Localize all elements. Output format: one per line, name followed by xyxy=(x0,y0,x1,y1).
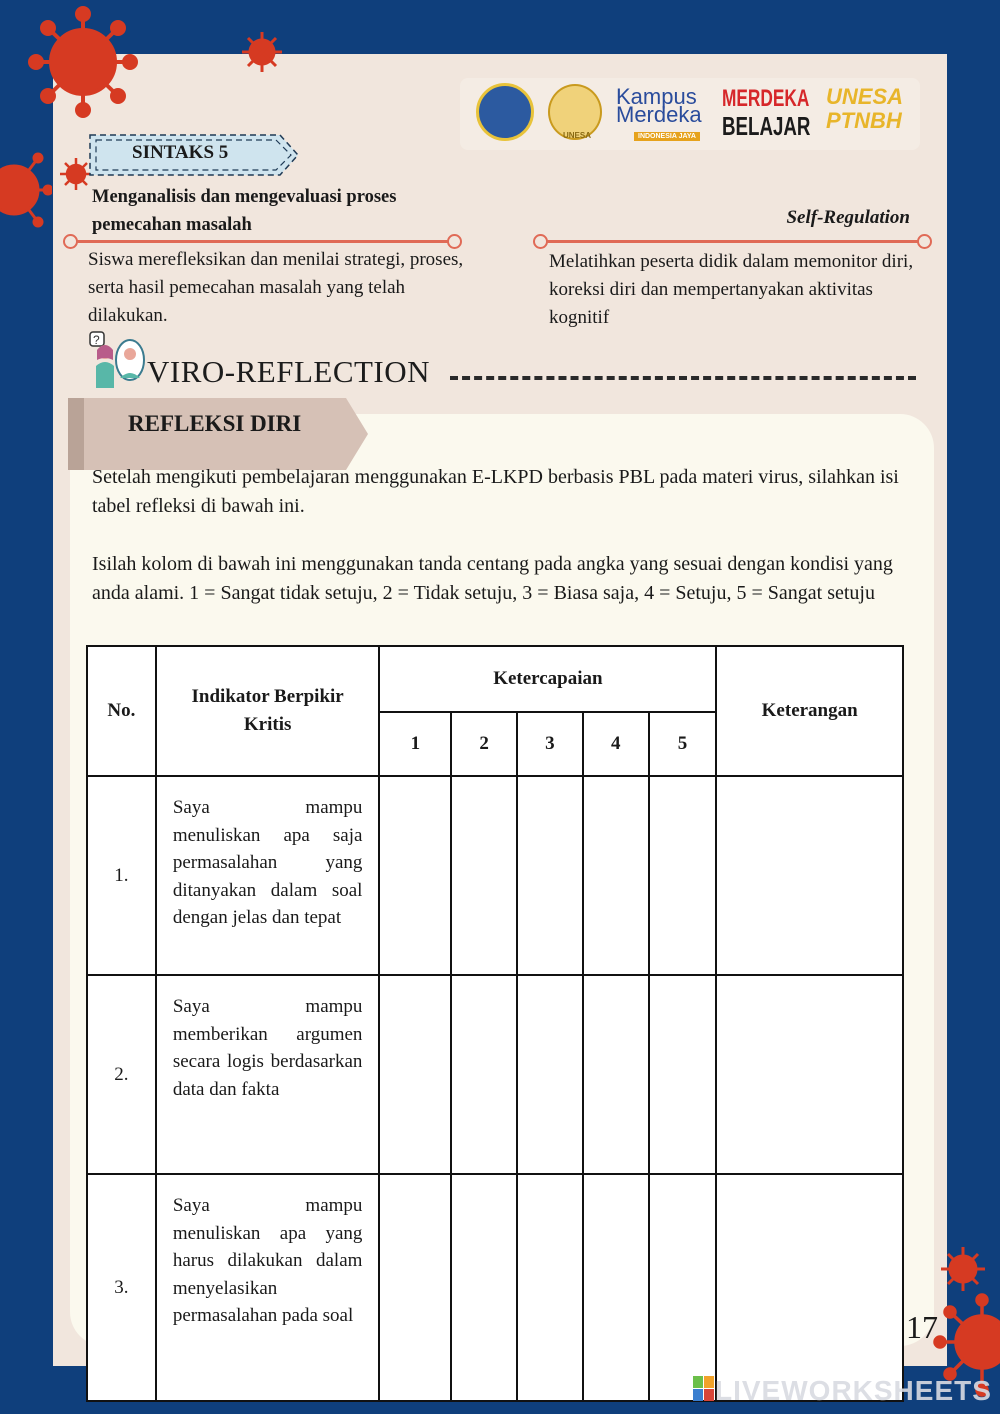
table-header-row xyxy=(87,646,903,712)
rating-cell-2[interactable] xyxy=(451,776,517,975)
note-cell[interactable] xyxy=(716,975,903,1174)
rating-cell-3[interactable] xyxy=(517,1174,583,1401)
instruction-text: Isilah kolom di bawah ini menggunakan tanda centang pada angka yang sesuai dengan kondisi yang anda alami. 1 = Sangat tidak setuju, 2 = Tidak setuju, 3 = Biasa saja, 4 = Setuju, 5 = Sangat setuju xyxy=(92,553,893,604)
virus-decoration-icon xyxy=(0,140,52,240)
unesa-emblem-caption: UNESA xyxy=(563,131,592,140)
section-title: VIRO-REFLECTION xyxy=(147,354,431,389)
row-number: 1. xyxy=(87,776,156,975)
merdeka-belajar-line2: BELAJAR xyxy=(722,111,811,141)
row-number: 2. xyxy=(87,975,156,1174)
row-indicator: Saya mampu menuliskan apa yang harus dilakukan dalam menyelasikan permasalahan pada soal xyxy=(156,1174,380,1401)
unesa-text: UNESA xyxy=(826,84,904,109)
row-number: 3. xyxy=(87,1174,156,1401)
left-divider-line xyxy=(70,240,456,243)
table-row xyxy=(87,975,903,1174)
reflection-table xyxy=(86,645,904,1402)
rating-cell-5[interactable] xyxy=(649,776,717,975)
intro-text: Setelah mengikuti pembelajaran menggunakan E-LKPD berbasis PBL pada materi virus, silahkan isi tabel refleksi di bawah ini. xyxy=(92,466,899,517)
watermark-text: LIVEWORKSHEETS xyxy=(715,1375,992,1406)
merdeka-text: Merdeka xyxy=(616,102,702,127)
rating-cell-4[interactable] xyxy=(583,975,649,1174)
note-cell[interactable] xyxy=(716,1174,903,1401)
column-header-achievement: Ketercapaian xyxy=(379,646,716,712)
column-header-indicator: Indikator Berpikir Kritis xyxy=(156,646,380,776)
kampus-merdeka-logo xyxy=(616,86,702,142)
title-dash-line xyxy=(450,376,916,380)
skill-label: Self-Regulation xyxy=(786,207,910,228)
scale-header: 4 xyxy=(583,712,649,776)
scale-header: 5 xyxy=(649,712,717,776)
virus-decoration-icon xyxy=(938,1244,988,1294)
kampus-text: Kampus xyxy=(616,84,697,109)
rating-cell-4[interactable] xyxy=(583,1174,649,1401)
skill-description: Melatihkan peserta didik dalam memonitor diri, koreksi diri dan mempertanyakan aktivitas kognitif xyxy=(549,251,914,328)
refleksi-banner-label: REFLEKSI DIRI xyxy=(128,411,302,436)
page-number: 17 xyxy=(906,1309,938,1345)
table-row xyxy=(87,1174,903,1401)
virus-decoration-icon xyxy=(238,28,286,76)
right-divider-line xyxy=(540,240,926,243)
row-indicator: Saya mampu menuliskan apa saja permasalahan yang ditanyakan dalam soal dengan jelas dan tepat xyxy=(156,776,380,975)
merdeka-belajar-line1: MERDEKA xyxy=(722,85,810,112)
scale-header: 1 xyxy=(379,712,451,776)
rating-cell-5[interactable] xyxy=(649,1174,717,1401)
right-divider-dot xyxy=(917,234,932,249)
note-cell[interactable] xyxy=(716,776,903,975)
syntax-title: Menganalisis dan mengevaluasi proses pemecahan masalah xyxy=(92,187,397,235)
liveworksheets-watermark xyxy=(693,1375,993,1406)
rating-cell-2[interactable] xyxy=(451,975,517,1174)
tut-wuri-logo-icon xyxy=(476,83,534,141)
rating-cell-1[interactable] xyxy=(379,975,451,1174)
indonesia-jaya-text: INDONESIA JAYA xyxy=(634,132,700,141)
rating-cell-3[interactable] xyxy=(517,975,583,1174)
scale-header: 3 xyxy=(517,712,583,776)
scale-header: 2 xyxy=(451,712,517,776)
logo-strip xyxy=(460,78,920,150)
unesa-ptnbh-logo xyxy=(826,86,903,132)
rating-cell-2[interactable] xyxy=(451,1174,517,1401)
sintaks-label: SINTAKS 5 xyxy=(132,142,229,163)
column-header-no: No. xyxy=(87,646,156,776)
rating-cell-3[interactable] xyxy=(517,776,583,975)
rating-cell-5[interactable] xyxy=(649,975,717,1174)
svg-text:?: ? xyxy=(93,333,100,347)
rating-cell-4[interactable] xyxy=(583,776,649,975)
reflection-person-icon xyxy=(88,330,146,390)
liveworksheets-logo-icon xyxy=(693,1376,715,1402)
table-row xyxy=(87,776,903,975)
rating-cell-1[interactable] xyxy=(379,776,451,975)
column-header-note: Keterangan xyxy=(716,646,903,776)
rating-cell-1[interactable] xyxy=(379,1174,451,1401)
syntax-description: Siswa merefleksikan dan menilai strategi, proses, serta hasil pemecahan masalah yang telah dilakukan. xyxy=(88,249,464,326)
ptnbh-text: PTNBH xyxy=(826,108,902,133)
right-divider-dot xyxy=(533,234,548,249)
row-indicator: Saya mampu memberikan argumen secara logis berdasarkan data dan fakta xyxy=(156,975,380,1174)
left-divider-dot xyxy=(63,234,78,249)
virus-decoration-icon xyxy=(18,0,148,120)
